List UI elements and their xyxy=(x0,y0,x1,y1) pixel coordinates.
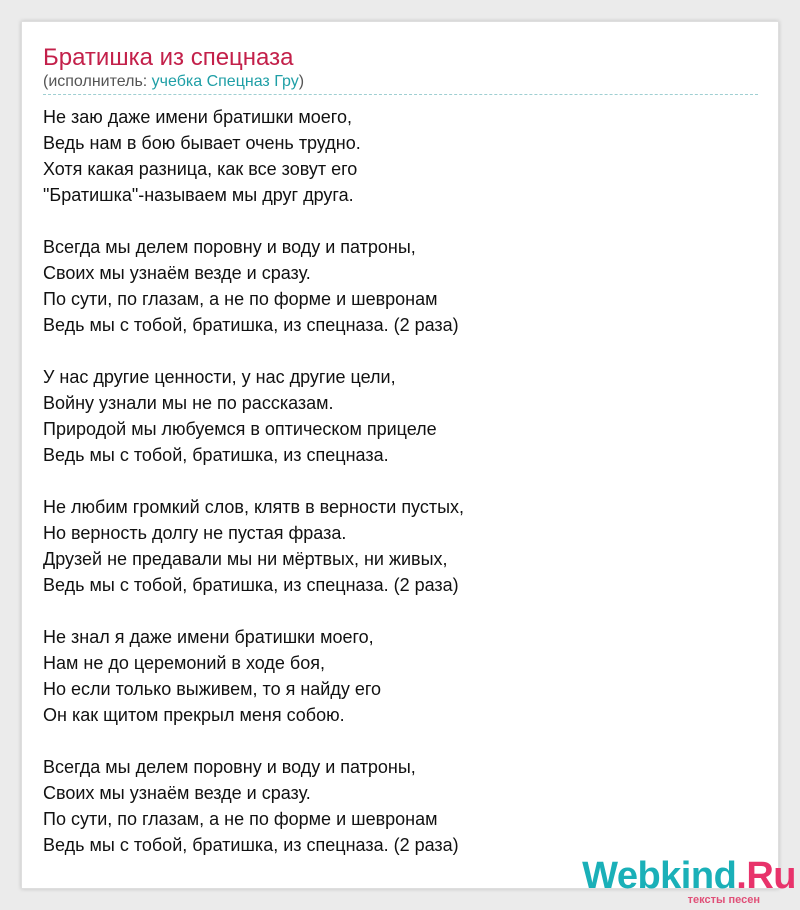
lyric-line: Не знал я даже имени братишки моего, xyxy=(43,627,374,647)
lyric-line: Хотя какая разница, как все зовут его xyxy=(43,159,358,179)
logo-word: Webkind xyxy=(582,855,737,897)
lyric-line: По сути, по глазам, а не по форме и шевронам xyxy=(43,289,438,309)
webkind-logo[interactable] xyxy=(582,854,796,910)
lyric-line: Но если только выживем, то я найду его xyxy=(43,679,382,699)
stanza xyxy=(43,494,758,598)
lyric-line: Ведь мы с тобой, братишка, из спецназа. (2 раза) xyxy=(43,315,459,335)
lyric-line: Природой мы любуемся в оптическом прицеле xyxy=(43,419,437,439)
lyric-line: Ведь мы с тобой, братишка, из спецназа. (2 раза) xyxy=(43,575,459,595)
lyrics-card xyxy=(21,21,779,889)
title-divider xyxy=(43,94,758,95)
logo-tld: .Ru xyxy=(736,855,796,897)
stanza xyxy=(43,364,758,468)
lyric-line: Всегда мы делем поровну и воду и патроны, xyxy=(43,237,416,257)
lyric-line: Всегда мы делем поровну и воду и патроны, xyxy=(43,757,416,777)
lyric-line: Войну узнали мы не по рассказам. xyxy=(43,393,334,413)
lyric-line: Своих мы узнаём везде и сразу. xyxy=(43,263,311,283)
artist-prefix: (исполнитель: xyxy=(43,73,152,90)
lyric-line: Не заю даже имени братишки моего, xyxy=(43,107,352,127)
song-title: Братишка из спецназа xyxy=(43,44,294,71)
logo-wordmark xyxy=(582,854,796,898)
artist-line xyxy=(43,72,304,92)
lyric-line: "Братишка"-называем мы друг друга. xyxy=(43,185,354,205)
stanza xyxy=(43,624,758,728)
lyric-line: Друзей не предавали мы ни мёртвых, ни живых, xyxy=(43,549,448,569)
lyric-line: Ведь мы с тобой, братишка, из спецназа. (2 раза) xyxy=(43,835,459,855)
logo-subtitle: тексты песен xyxy=(687,894,760,906)
stanza xyxy=(43,754,758,858)
stanza xyxy=(43,104,758,208)
lyric-line: Ведь нам в бою бывает очень трудно. xyxy=(43,133,361,153)
lyrics-text xyxy=(43,104,758,884)
lyric-line: Своих мы узнаём везде и сразу. xyxy=(43,783,311,803)
lyric-line: По сути, по глазам, а не по форме и шевронам xyxy=(43,809,438,829)
lyric-line: У нас другие ценности, у нас другие цели, xyxy=(43,367,396,387)
lyric-line: Нам не до церемоний в ходе боя, xyxy=(43,653,325,673)
lyric-line: Не любим громкий слов, клятв в верности пустых, xyxy=(43,497,465,517)
artist-link[interactable]: учебка Спецназ Гру xyxy=(151,73,299,90)
lyric-line: Но верность долгу не пустая фраза. xyxy=(43,523,347,543)
lyric-line: Ведь мы с тобой, братишка, из спецназа. xyxy=(43,445,389,465)
lyric-line: Он как щитом прекрыл меня собою. xyxy=(43,705,345,725)
stanza xyxy=(43,234,758,338)
artist-suffix: ) xyxy=(298,73,305,90)
